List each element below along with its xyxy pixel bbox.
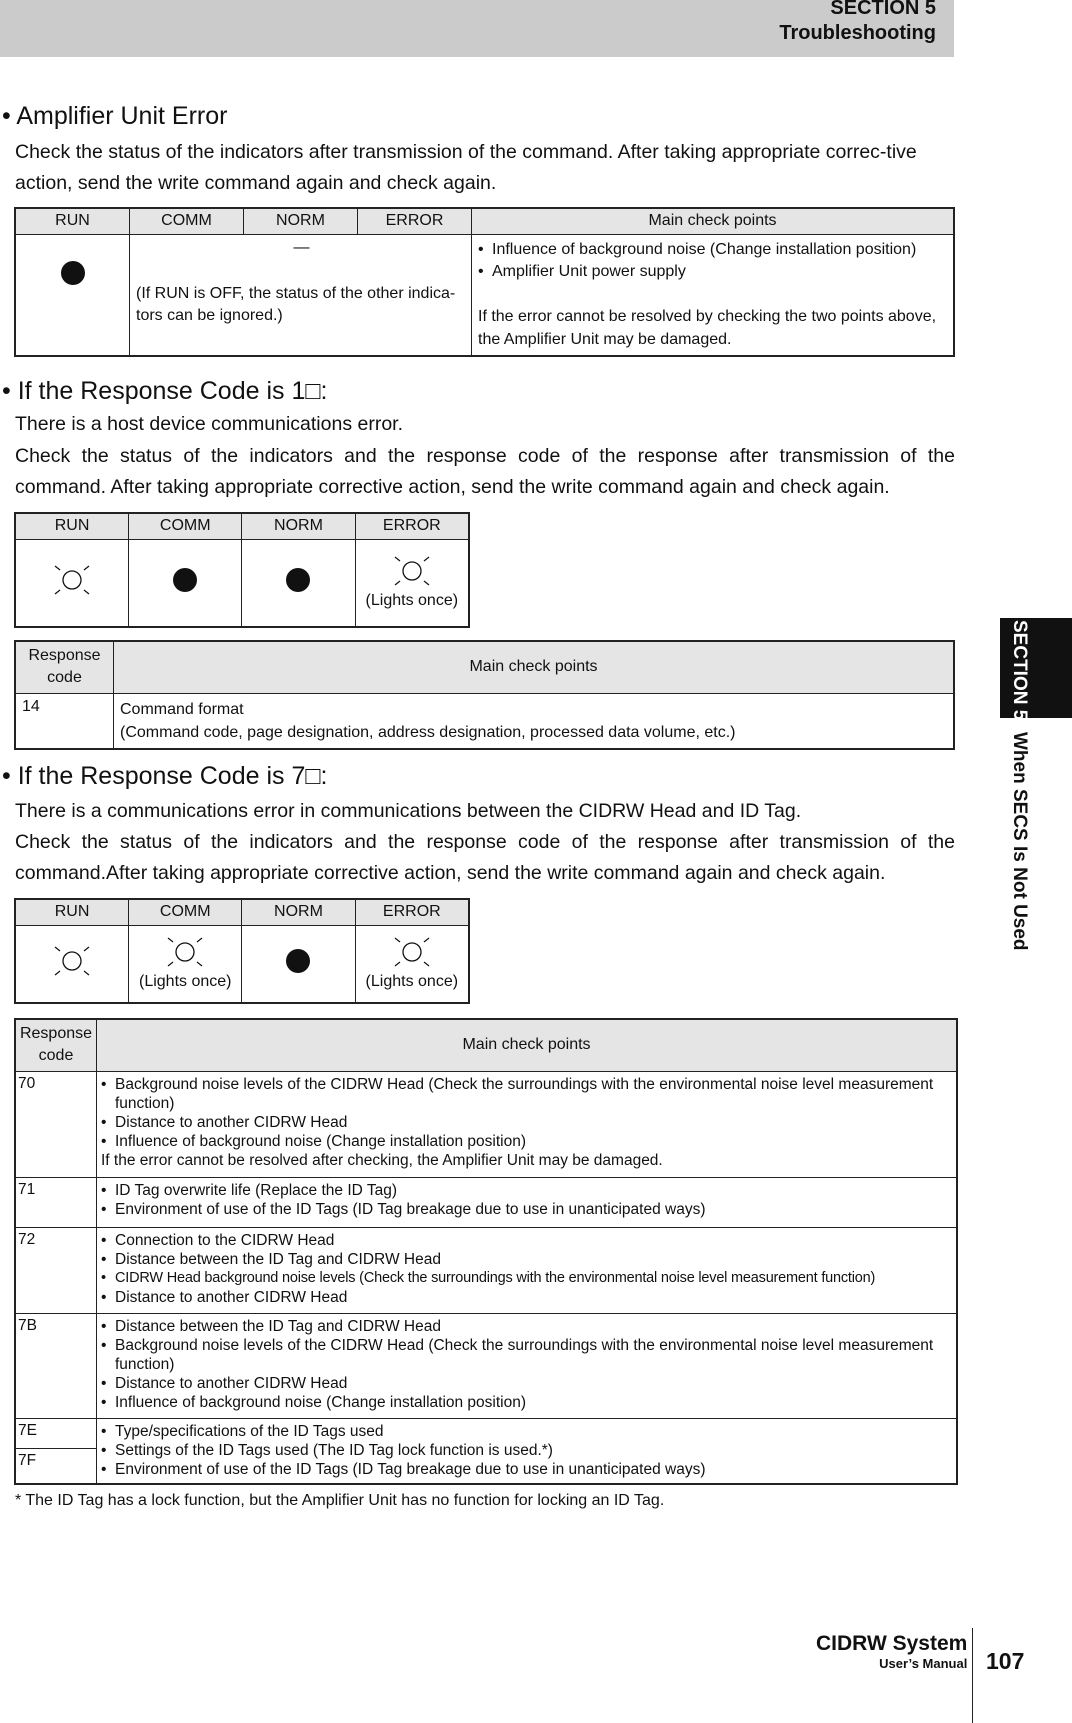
check-points	[114, 693, 955, 749]
dash: —	[293, 238, 310, 256]
norm-indicator	[242, 925, 355, 1003]
section-number: SECTION 5	[830, 0, 936, 19]
footer-title: CIDRW System	[816, 1632, 968, 1655]
col-comm: COMM	[129, 899, 242, 925]
rc7-code-table	[14, 1018, 958, 1485]
col-error: ERROR	[358, 208, 472, 234]
list-item: • Influence of background noise (Change installation position)	[478, 239, 947, 261]
led-on-icon	[61, 261, 85, 285]
row-note: If the error cannot be resolved after checking, the Amplifier Unit may be damaged.	[101, 1151, 663, 1169]
list-item: • Connection to the CIDRW Head	[101, 1231, 954, 1250]
list-item: • Environment of use of the ID Tags (ID Tag breakage due to use in unanticipated ways)	[101, 1200, 954, 1219]
footer-subtitle: User’s Manual	[879, 1656, 968, 1671]
section-header	[0, 0, 954, 57]
lights-once-label: (Lights once)	[365, 592, 459, 610]
response-code: 70	[15, 1071, 97, 1177]
side-tab-section: SECTION 5	[1009, 620, 1030, 721]
row-text-2: (Command code, page designation, address designation, processed data volume, etc.)	[120, 723, 736, 741]
col-run: RUN	[15, 208, 130, 234]
col-norm: NORM	[242, 513, 355, 539]
run-indicator	[15, 925, 129, 1003]
amp-points-note: If the error cannot be resolved by checking the two points above, the Amplifier Unit may be damaged.	[478, 307, 937, 348]
footer-title-block	[816, 1632, 967, 1671]
comm-indicator	[129, 539, 242, 627]
col-main-check-points: Main check points	[97, 1019, 958, 1071]
footer-divider	[972, 1628, 973, 1723]
other-indicators	[130, 234, 472, 356]
led-flashing-icon	[52, 564, 92, 596]
error-indicator	[355, 539, 469, 627]
list-item: • CIDRW Head background noise levels (Check the surroundings with the environmental noise level measurement function)	[101, 1269, 954, 1288]
col-response-code: Response code	[15, 1019, 97, 1071]
check-points	[97, 1313, 958, 1418]
error-indicator	[355, 925, 469, 1003]
list-item: • Background noise levels of the CIDRW Head (Check the surroundings with the environmental noise level measurement function)	[101, 1075, 954, 1113]
run-indicator	[15, 539, 129, 627]
lights-once-label: (Lights once)	[139, 973, 232, 991]
run-indicator	[15, 234, 130, 356]
list-item: • Amplifier Unit power supply	[478, 261, 947, 283]
col-comm: COMM	[129, 513, 242, 539]
response-code: 14	[15, 693, 114, 749]
led-on-icon	[286, 568, 310, 592]
rc7-indicator-table	[14, 898, 470, 1004]
comm-indicator	[129, 925, 242, 1003]
response-code: 7E	[15, 1418, 97, 1448]
page-number: 107	[986, 1648, 1025, 1674]
led-on-icon	[286, 949, 310, 973]
list-item: • Settings of the ID Tags used (The ID Tag lock function is used.*)	[101, 1441, 954, 1460]
check-points	[97, 1227, 958, 1313]
check-points	[97, 1177, 958, 1227]
list-item: • Distance to another CIDRW Head	[101, 1374, 954, 1393]
col-run: RUN	[15, 513, 129, 539]
amp-check-points	[472, 234, 955, 356]
check-points	[97, 1418, 958, 1484]
response-code: 72	[15, 1227, 97, 1313]
list-item: • Distance to another CIDRW Head	[101, 1288, 954, 1307]
led-flashing-icon	[392, 936, 432, 968]
response-code: 71	[15, 1177, 97, 1227]
rc7-heading: • If the Response Code is 7□:	[2, 762, 328, 790]
amp-table	[14, 207, 955, 357]
list-item: • Type/specifications of the ID Tags used	[101, 1422, 954, 1441]
rc1-heading: • If the Response Code is 1□:	[2, 377, 328, 405]
rc1-line1: There is a host device communications error.	[15, 413, 404, 435]
norm-indicator	[242, 539, 355, 627]
list-item: • Background noise levels of the CIDRW Head (Check the surroundings with the environmental noise level measurement function)	[101, 1336, 954, 1374]
led-flashing-icon	[165, 936, 205, 968]
list-item: • Distance between the ID Tag and CIDRW Head	[101, 1250, 954, 1269]
lights-once-label: (Lights once)	[365, 973, 459, 991]
list-item: • Distance to another CIDRW Head	[101, 1113, 954, 1132]
amp-text: Check the status of the indicators after transmission of the command. After taking appropriate correc-tive action, send the write command again and check again.	[15, 141, 917, 194]
rc7-line1: There is a communications error in communications between the CIDRW Head and ID Tag.	[15, 800, 802, 822]
run-note: (If RUN is OFF, the status of the other indica-tors can be ignored.)	[136, 284, 456, 324]
led-on-icon	[173, 568, 197, 592]
response-code: 7B	[15, 1313, 97, 1418]
section-title: Troubleshooting	[779, 22, 936, 44]
col-error: ERROR	[355, 513, 469, 539]
col-run: RUN	[15, 899, 129, 925]
col-norm: NORM	[244, 208, 358, 234]
col-response-code: Response code	[15, 641, 114, 693]
list-item: • Distance between the ID Tag and CIDRW Head	[101, 1317, 954, 1336]
list-item: • Environment of use of the ID Tags (ID Tag breakage due to use in unanticipated ways)	[101, 1460, 954, 1479]
col-error: ERROR	[355, 899, 469, 925]
check-points	[97, 1071, 958, 1177]
list-item: • ID Tag overwrite life (Replace the ID Tag)	[101, 1181, 954, 1200]
list-item: • Influence of background noise (Change installation position)	[101, 1132, 954, 1151]
rc1-line2: Check the status of the indicators and the response code of the response after transmission of the command. After taking appropriate corrective action, send the write command again and check again.	[15, 445, 955, 498]
led-flashing-icon	[392, 555, 432, 587]
response-code: 7F	[15, 1448, 97, 1484]
side-tab-title: When SECS Is Not Used	[1009, 732, 1030, 951]
led-flashing-icon	[52, 945, 92, 977]
side-tab	[1008, 620, 1030, 951]
rc1-indicator-table	[14, 512, 470, 628]
row-text-1: Command format	[120, 700, 244, 718]
col-main-check-points: Main check points	[114, 641, 955, 693]
col-main-check-points: Main check points	[472, 208, 955, 234]
rc7-line2: Check the status of the indicators and the response code of the response after transmission of the command.After taking appropriate corrective action, send the write command again and check again.	[15, 831, 955, 884]
col-comm: COMM	[130, 208, 244, 234]
list-item: • Influence of background noise (Change installation position)	[101, 1393, 954, 1412]
col-norm: NORM	[242, 899, 355, 925]
amp-heading: • Amplifier Unit Error	[2, 102, 228, 130]
footnote: * The ID Tag has a lock function, but the Amplifier Unit has no function for locking an ID Tag.	[15, 1492, 665, 1509]
rc1-code-table	[14, 640, 955, 750]
